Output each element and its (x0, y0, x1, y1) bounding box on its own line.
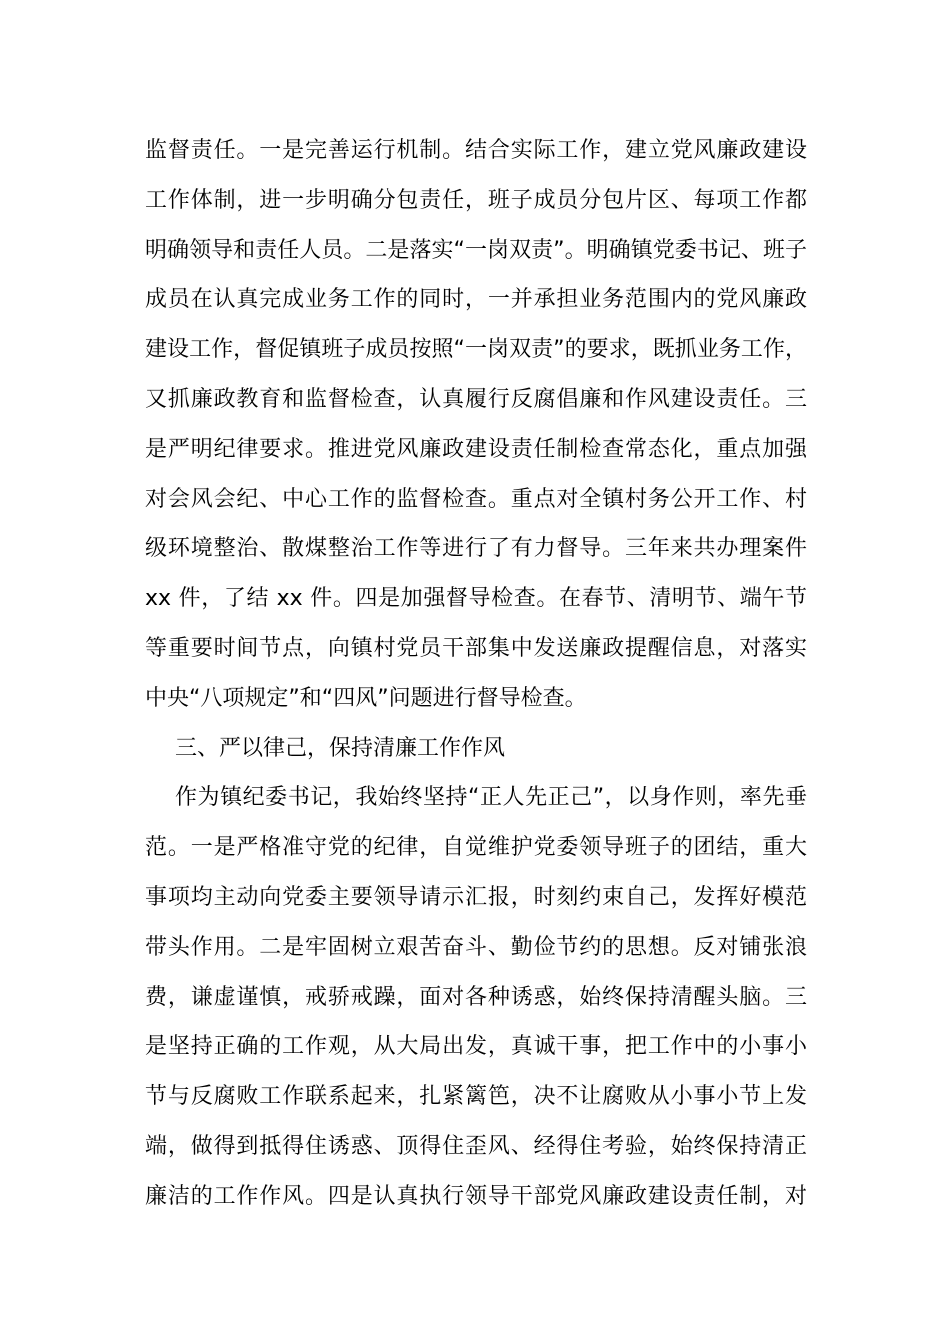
text-line: 费，谦虚谨慎，戒骄戒躁，面对各种诱惑，始终保持清醒头脑。三 (145, 984, 807, 1010)
text-line: 中央“八项规定”和“四风”问题进行督导检查。 (145, 685, 587, 711)
text-line: 节与反腐败工作联系起来，扎紧篱笆，决不让腐败从小事小节上发 (145, 1084, 807, 1110)
text-line: 明确领导和责任人员。二是落实“一岗双责”。明确镇党委书记、班子 (145, 237, 807, 263)
text-line: 级环境整治、散煤整治工作等进行了有力督导。三年来共办理案件 (145, 536, 807, 562)
text-line: 对会风会纪、中心工作的监督检查。重点对全镇村务公开工作、村 (145, 486, 807, 512)
text-line: 廉洁的工作作风。四是认真执行领导干部党风廉政建设责任制，对 (145, 1183, 807, 1209)
text-line: 监督责任。一是完善运行机制。结合实际工作，建立党风廉政建设 (145, 138, 807, 163)
document-body (145, 126, 807, 1222)
text-line: 成员在认真完成业务工作的同时，一并承担业务范围内的党风廉政 (145, 287, 807, 313)
text-line: 端，做得到抵得住诱惑、顶得住歪风、经得住考验，始终保持清正 (145, 1133, 807, 1159)
text-line: 带头作用。二是牢固树立艰苦奋斗、勤俭节约的思想。反对铺张浪 (145, 934, 807, 960)
text-line: 又抓廉政教育和监督检查，认真履行反腐倡廉和作风建设责任。三 (145, 386, 807, 412)
text-line: 事项均主动向党委主要领导请示汇报，时刻约束自己，发挥好模范 (145, 884, 807, 910)
section-heading: 三、严以律己，保持清廉工作作风 (175, 735, 506, 761)
text-line: 建设工作，督促镇班子成员按照“一岗双责”的要求，既抓业务工作， (145, 337, 807, 363)
text-line: 是坚持正确的工作观，从大局出发，真诚干事，把工作中的小事小 (145, 1034, 807, 1060)
text-line: 作为镇纪委书记，我始终坚持“正人先正己”，以身作则，率先垂 (175, 785, 807, 811)
text-line: 范。一是严格准守党的纪律，自觉维护党委领导班子的团结，重大 (145, 835, 807, 861)
text-line: 是严明纪律要求。推进党风廉政建设责任制检查常态化，重点加强 (145, 436, 807, 462)
text-line: xx 件，了结 xx 件。四是加强督导检查。在春节、清明节、端午节 (145, 586, 807, 612)
text-line: 等重要时间节点，向镇村党员干部集中发送廉政提醒信息，对落实 (145, 635, 807, 661)
text-line: 工作体制，进一步明确分包责任，班子成员分包片区、每项工作都 (145, 187, 807, 213)
